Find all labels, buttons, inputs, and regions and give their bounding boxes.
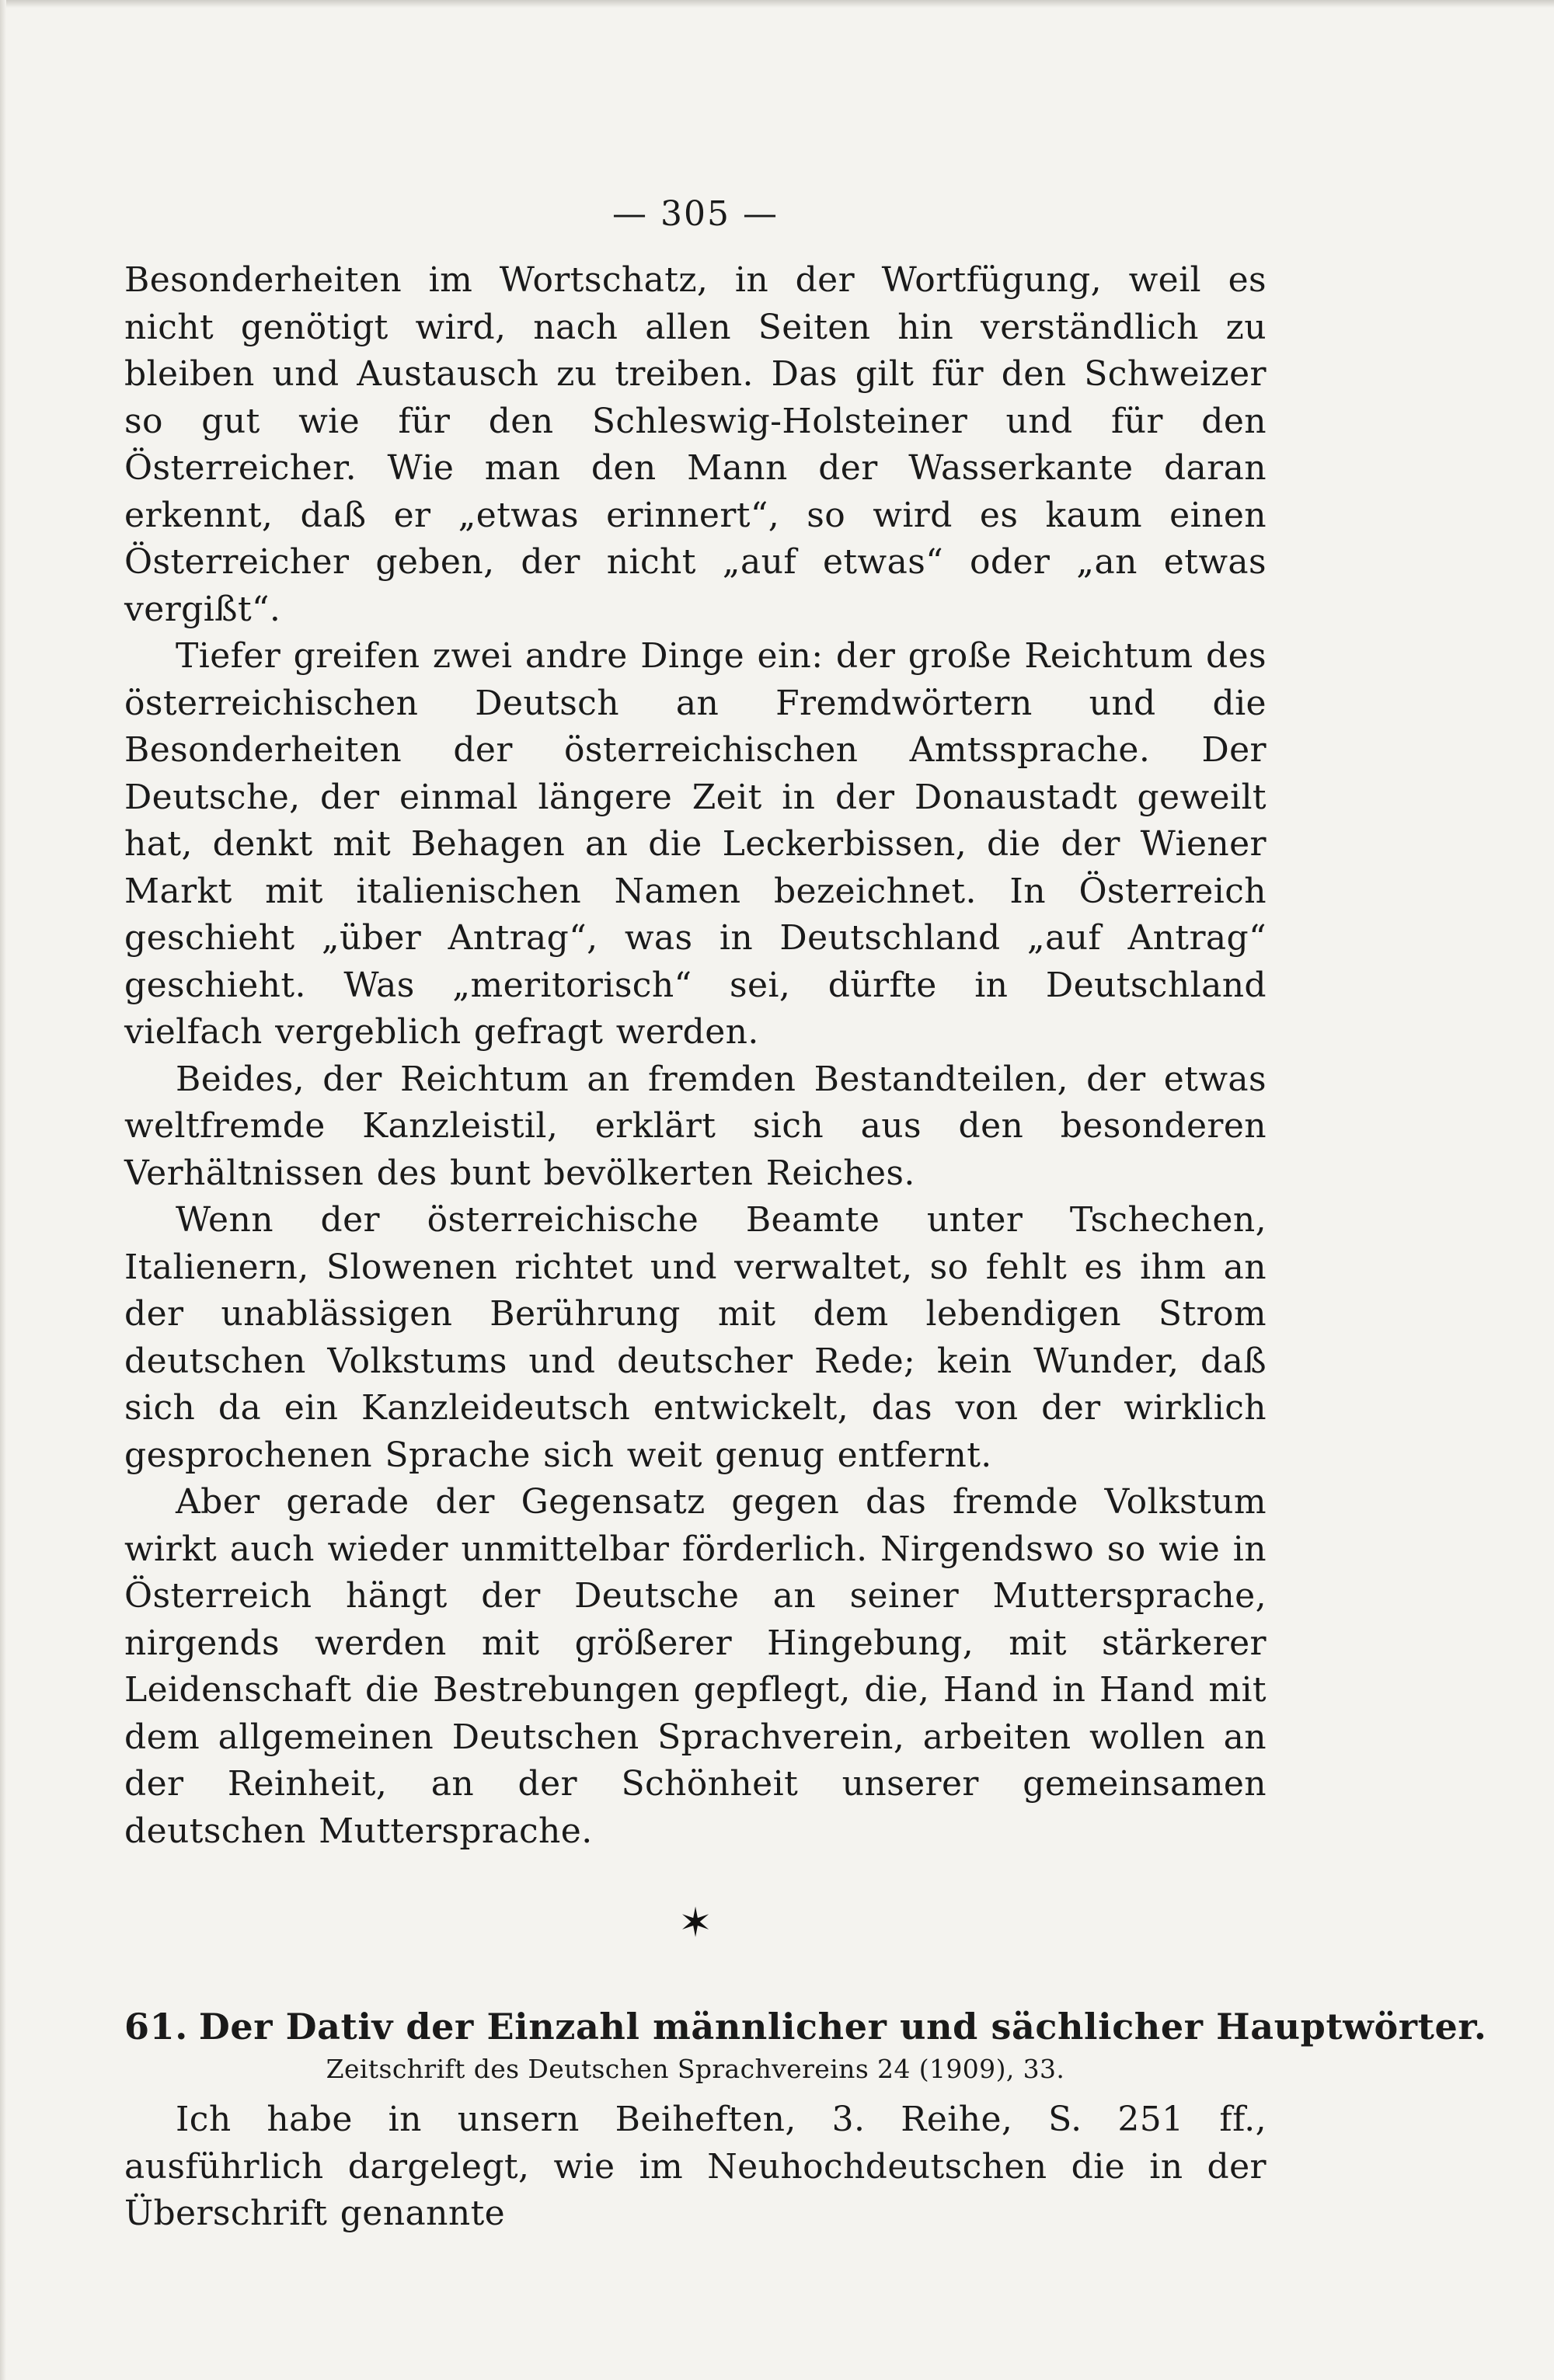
paragraph-continuation: Besonderheiten im Wortschatz, in der Wortfügung, weil es nicht genötigt wird, nach allen Seiten hin verständlich zu bleiben und Austausch zu treiben. Das gilt für den Schweizer so gut wie für den Schleswig-Holsteiner und für den Österreicher. Wie man den Mann der Wasserkante daran erkennt, daß er „etwas erinnert“, so wird es kaum einen Österreicher geben, der nicht „auf etwas“ oder „an etwas vergißt“. [124,260,1267,629]
paragraph-contrast: Aber gerade der Gegensatz gegen das fremde Volkstum wirkt auch wieder unmittelbar förderlich. Nirgendswo so wie in Österreich hängt der Deutsche an seiner Muttersprache, nirgends werden mit größerer Hingebung, mit stärkerer Leidenschaft die Bestrebungen gepflegt, die, Hand in Hand mit dem allgemeinen Deutschen Sprachverein, arbeiten wollen an der Reinheit, an der Schönheit unserer gemeinsamen deutschen Muttersprache. [124,1482,1267,1851]
source-citation: Zeitschrift des Deutschen Sprachvereins 24 (1909), 33. [326,2054,1065,2084]
page-edge [0,0,1554,8]
page-edge-left [0,0,6,2380]
page-content [124,194,1487,2238]
paragraph-reasons: Beides, der Reichtum an fremden Bestandteilen, der etwas weltfremde Kanzleistil, erklärt sich aus den besonderen Verhältnissen des bunt bevölkerten Reiches. [124,1059,1267,1193]
paragraph-officials: Wenn der österreichische Beamte unter Tschechen, Italienern, Slowenen richtet und verwaltet, so fehlt es ihm an der unablässigen Berührung mit dem lebendigen Strom deutschen Volkstums und deutscher Rede; kein Wunder, daß sich da ein Kanzleideutsch entwickelt, das von der wirklich gesprochenen Sprache sich weit genug entfernt. [124,1200,1267,1475]
paragraph-foreign-words: Tiefer greifen zwei andre Dinge ein: der große Reichtum des österreichischen Deutsch an Fremdwörtern und die Besonderheiten der österreichischen Amtssprache. Der Deutsche, der einmal längere Zeit in der Donaustadt geweilt hat, denkt mit Behagen an die Leckerbissen, die der Wiener Markt mit italienischen Namen bezeichnet. In Österreich geschieht „über Antrag“, was in Deutschland „auf Antrag“ geschieht. Was „meritorisch“ sei, dürfte in Deutschland vielfach vergeblich gefragt werden. [124,636,1267,1052]
section-separator-star: ✶ [678,1900,713,1947]
section-number: 61. [124,2006,188,2048]
section-title: Der Dativ der Einzahl männlicher und sächlicher Hauptwörter. [198,2006,1487,2048]
page-number: — 305 — [612,194,779,234]
section-heading [124,2002,1487,2051]
section-body-paragraph: Ich habe in unsern Beiheften, 3. Reihe, S. 251 ff., ausführlich dargelegt, wie im Neuhochdeutschen die in der Überschrift genannte [124,2100,1267,2233]
